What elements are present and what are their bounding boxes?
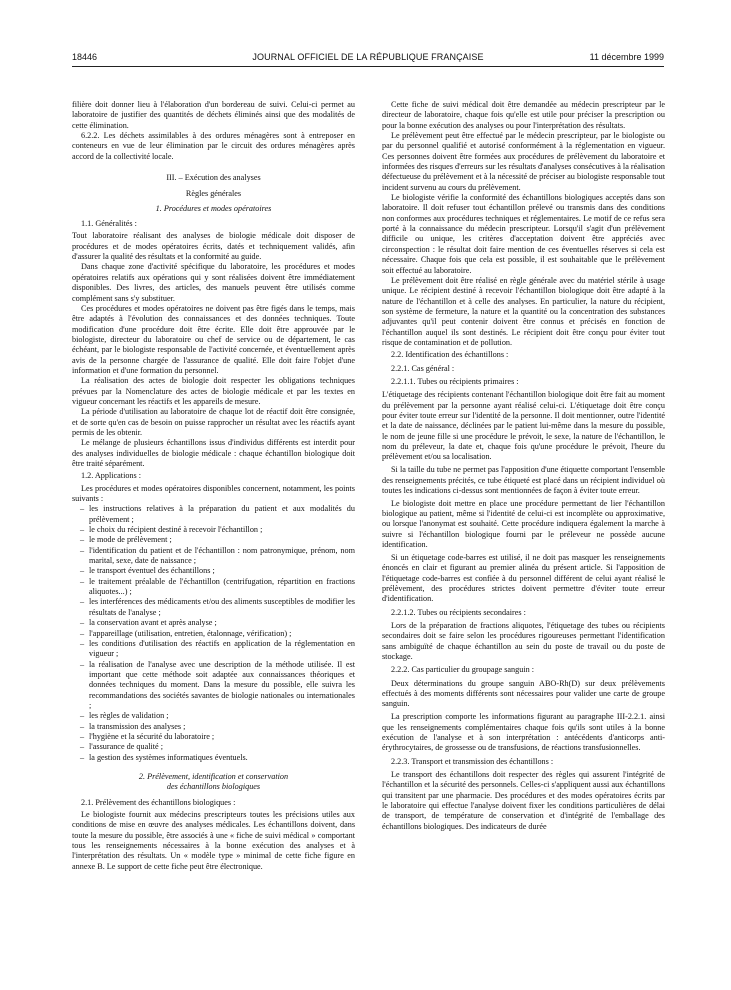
list-item: – l'hygiène et la sécurité du laboratoire ; — [72, 732, 355, 742]
part-title-line-1: 2. Prélèvement, identification et conservation — [138, 771, 289, 781]
paragraph: La période d'utilisation au laboratoire de chaque lot de réactif doit être consignée, et de sorte qu'en cas de besoin on puisse rapprocher un résultat avec les réactifs ayant permis de les obtenir. — [72, 407, 355, 437]
list-item: – le choix du récipient destiné à recevoir l'échantillon ; — [72, 525, 355, 535]
list-item: – la conservation avant et après analyse ; — [72, 618, 355, 628]
heading-2-1: 2.1. Prélèvement des échantillons biologiques : — [81, 797, 236, 807]
list-item: – le transport éventuel des échantillons ; — [72, 566, 355, 576]
paragraph: Le transport des échantillons doit respecter des règles qui assurent l'intégrité de l'échantillon et la sécurité des personnels. Celles-ci s'appliquent aussi aux échantillons qui transitent par une pharmacie. Des procédures et des modes opératoires écrits par le laboratoire qui effectue l'analyse doivent fixer les conditions particulières de délai de transport, de température de conservation et d'intégrité de l'emballage des échantillons biologiques. Des indicateurs de durée — [382, 769, 665, 831]
list-item: – les interférences des médicaments et/ou des aliments susceptibles de modifier les résultats de l'analyse ; — [72, 597, 355, 618]
list-item: – les règles de validation ; — [72, 711, 355, 721]
list-item: – les conditions d'utilisation des réactifs en application de la réglementation en vigueur ; — [72, 639, 355, 660]
heading-2-2-3: 2.2.3. Transport et transmission des échantillons : — [391, 756, 554, 766]
section-title: III. – Exécution des analyses — [166, 173, 261, 183]
heading-1-2: 1.2. Applications : — [81, 471, 142, 481]
paragraph: Le mélange de plusieurs échantillons issus d'individus différents est interdit pour des analyses individuelles de biologie médicale : chaque échantillon biologique doit être traité séparément. — [72, 438, 355, 468]
right-column — [382, 100, 665, 832]
paragraph: Les procédures et modes opératoires disponibles concernent, notamment, les points suivants : — [72, 483, 355, 504]
paragraph: Si un étiquetage code-barres est utilisé, il ne doit pas masquer les renseignements énoncés en clair et figurant au premier alinéa du présent article. Si l'apposition de l'étiquetage code-barres est confiée à du personnel différent de celui ayant réalisé le prélèvement, des procédures strictes doivent permettre d'éviter toute erreur d'identification. — [382, 552, 665, 604]
paragraph: Le biologiste doit mettre en place une procédure permettant de lier l'échantillon biologique au patient, même si l'identité de celui-ci est incomplète ou approximative, ou lorsque l'anonymat est souhaité. Cette procédure indiquera également la marche à suivre si l'échantillon biologique fourni par le préleveur ne possède aucune identification. — [382, 498, 665, 550]
heading-2-2-1-1: 2.2.1.1. Tubes ou récipients primaires : — [391, 376, 519, 386]
paragraph: 6.2.2. Les déchets assimilables à des ordures ménagères sont à entreposer en conteneurs en vue de leur élimination par le circuit des ordures ménagères après accord de la collectivité locale. — [72, 131, 355, 161]
journal-title: JOURNAL OFFICIEL DE LA RÉPUBLIQUE FRANÇAISE — [252, 52, 484, 62]
list-item: – le traitement préalable de l'échantillon (centrifugation, répartition en fractions aliquotes...) ; — [72, 577, 355, 598]
paragraph: Si la taille du tube ne permet pas l'apposition d'une étiquette comportant l'ensemble des renseignements précités, ce tube étiqueté est placé dans un récipient individuel où toutes les indications ci-dessus sont mentionnées de façon à éviter toute erreur. — [382, 465, 665, 495]
part-title: 1. Procédures et modes opératoires — [155, 203, 272, 213]
applications-list — [72, 504, 355, 763]
left-column — [72, 100, 355, 872]
paragraph: Cette fiche de suivi médical doit être demandée au médecin prescripteur par le directeur de laboratoire, chaque fois qu'elle est utile pour préciser la prescription ou pour la bonne exécution des analyses ou pour l'interprétation des résultats. — [382, 100, 665, 130]
page-header — [72, 52, 664, 66]
page-number: 18446 — [72, 52, 98, 62]
list-item: – le mode de prélèvement ; — [72, 535, 355, 545]
heading-2-2: 2.2. Identification des échantillons : — [391, 350, 509, 360]
paragraph: La prescription comporte les informations figurant au paragraphe III-2.2.1. ainsi que les renseignements complémentaires chaque fois qu'ils sont utiles à la bonne exécution de l'analyse et à son interprétation : antécédents d'anticorps anti-érythrocytaires, de grossesse ou de transfusions, de réactions transfusionnelles. — [382, 712, 665, 753]
list-item: – la transmission des analyses ; — [72, 722, 355, 732]
part-title-line-2: des échantillons biologiques — [166, 782, 261, 792]
paragraph: Le prélèvement peut être effectué par le médecin prescripteur, par le biologiste ou par du personnel qualifié et autorisé conformément à la réglementation en vigueur. Ces personnes doivent être formées aux procédures de prélèvement du laboratoire et informées des risques d'erreurs sur les résultats d'analyses consécutives à la réalisation défectueuse du prélèvement et à la nécessité de préciser au biologiste responsable tout incident survenu au cours du prélèvement. — [382, 131, 665, 192]
list-item: – l'identification du patient et de l'échantillon : nom patronymique, prénom, nom marital, sexe, date de naissance ; — [72, 546, 355, 567]
paragraph: Le biologiste fournit aux médecins prescripteurs toutes les précisions utiles aux conditions de mise en œuvre des analyses médicales. Les échantillons doivent, dans toute la mesure du possible, être associés à une « fiche de suivi médical » comportant tous les renseignements nécessaires à la bonne exécution des analyses et à l'interprétation des résultats. Un « modèle type » minimal de cette fiche figure en annexe B. Le support de cette fiche peut être électronique. — [72, 810, 355, 871]
paragraph: Deux déterminations du groupe sanguin ABO-Rh(D) sur deux prélèvements effectués à des moments différents sont nécessaires pour valider une carte de groupe sanguin. — [382, 678, 665, 709]
list-item: – la gestion des systèmes informatiques éventuels. — [72, 753, 355, 763]
list-item: – la réalisation de l'analyse avec une description de la méthode utilisée. Il est important que cette méthode soit adaptée aux connaissances théoriques et données techniques du moment. Dans la mesure du possible, elle suivra les recommandations des sociétés savantes de biologie nationales ou internationales ; — [72, 660, 355, 712]
paragraph: Lors de la préparation de fractions aliquotes, l'étiquetage des tubes ou récipients secondaires doit se faire selon les procédures rigoureuses permettant l'identification sans ambiguïté de chaque échantillon au sein du poste de travail ou du poste de stockage. — [382, 621, 665, 662]
paragraph: filière doit donner lieu à l'élaboration d'un bordereau de suivi. Celui-ci permet au laboratoire de justifier des quantités de déchets éliminés ainsi que des modalités de cette élimination. — [72, 100, 355, 130]
paragraph: Le biologiste vérifie la conformité des échantillons biologiques acceptés dans son laboratoire. Il doit refuser tout échantillon prélevé ou transmis dans des conditions non conformes aux procédures techniques et réglementaires. Le motif de ce refus sera porté à la connaissance du médecin prescripteur. Lorsqu'il s'agit d'un prélèvement difficile ou unique, les critères d'acceptation doivent être appréciés avec circonspection : le résultat doit faire mention de ces éventuelles réserves si cela est nécessaire. Chaque fois que cela est possible, il est souhaitable que le prélèvement soit effectué au laboratoire. — [382, 193, 665, 275]
paragraph: Ces procédures et modes opératoires ne doivent pas être figés dans le temps, mais être adaptés à l'évolution des connaissances et des données techniques. Toute modification d'une procédure doit être écrite. Elle doit être approuvée par le biologiste, directeur du laboratoire ou chef de service ou de département, le cas échéant, par le biologiste responsable de l'activité concernée, et éventuellement après avis de la personne chargée de l'assurance de qualité. Elle doit faire l'objet d'une information et d'une formation du personnel. — [72, 303, 355, 375]
paragraph: Le prélèvement doit être réalisé en règle générale avec du matériel stérile à usage unique. Le récipient destiné à recevoir l'échantillon biologique doit être adapté à la nature de l'échantillon et à celle des analyses. En particulier, la nature du récipient, son système de fermeture, la nature et la quantité ou la concentration des substances adjuvantes qu'il peut contenir doivent être connus et précisés en fonction de l'échantillon auquel ils sont destinés. Le récipient doit être conçu pour éviter tout risque de contamination et de pollution. — [382, 275, 665, 347]
list-item: – l'appareillage (utilisation, entretien, étalonnage, vérification) ; — [72, 629, 355, 639]
heading-1-1: 1.1. Généralités : — [81, 219, 137, 229]
list-item: – l'assurance de qualité ; — [72, 742, 355, 752]
subsection-title: Règles générales — [185, 189, 242, 199]
publication-date: 11 décembre 1999 — [589, 52, 664, 62]
paragraph: L'étiquetage des récipients contenant l'échantillon biologique doit être fait au moment du prélèvement par la personne ayant réalisé celui-ci. L'étiquetage doit être conçu pour éviter toute erreur sur l'identité de la personne. Il doit mentionner, outre l'identité et la date de naissance, déclinées par le patient lui-même dans la mesure du possible, le nom de jeune fille si une procédure le prévoit, le sexe, la nature de l'échantillon, le nom du préleveur, la date et, chaque fois qu'une procédure le prévoit, l'heure du prélèvement et/ou sa localisation. — [382, 390, 665, 462]
heading-2-2-1: 2.2.1. Cas général : — [391, 363, 455, 373]
heading-2-2-1-2: 2.2.1.2. Tubes ou récipients secondaires : — [391, 607, 526, 617]
heading-2-2-2: 2.2.2. Cas particulier du groupage sanguin : — [391, 665, 535, 675]
paragraph: Dans chaque zone d'activité spécifique du laboratoire, les procédures et modes opératoires relatifs aux opérations qui y sont réalisées doivent être immédiatement disponibles. Des livres, des articles, des manuels peuvent être utilisés comme complément sans s'y substituer. — [72, 262, 355, 303]
list-item: – les instructions relatives à la préparation du patient et aux modalités du prélèvement ; — [72, 504, 355, 525]
paragraph: Tout laboratoire réalisant des analyses de biologie médicale doit disposer de procédures et de modes opératoires écrits, datés et techniquement validés, afin d'assurer la qualité des résultats et la conformité au guide. — [72, 231, 355, 262]
header-rule — [72, 66, 664, 67]
paragraph: La réalisation des actes de biologie doit respecter les obligations techniques prévues par la Nomenclature des actes de biologie médicale et par les textes en vigueur concernant les réactifs et les appareils de mesure. — [72, 376, 355, 406]
